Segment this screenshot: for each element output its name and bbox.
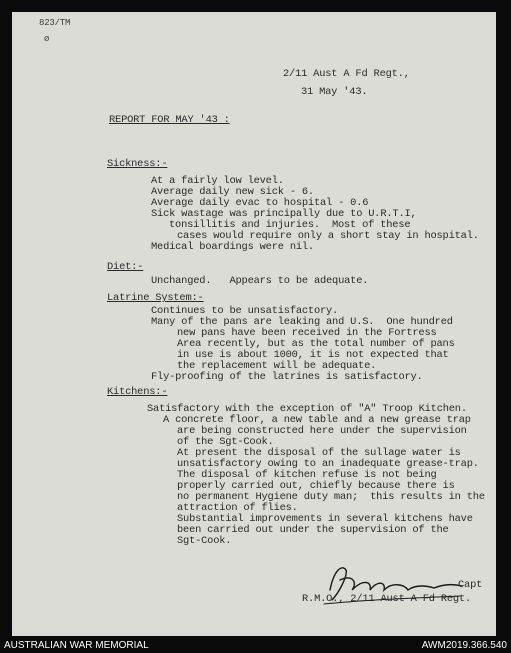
signature-rank: Capt [458, 579, 483, 591]
kitchens-line: Satisfactory with the exception of "A" Troop Kitchen. [147, 403, 467, 415]
kitchens-line: The disposal of kitchen refuse is not being [177, 469, 437, 481]
diet-heading: Diet:- [107, 261, 144, 273]
latrine-heading: Latrine System:- [107, 292, 204, 304]
sickness-line: Sick wastage was principally due to U.R.T.I, [151, 208, 417, 220]
kitchens-line: been carried out under the supervision of the [177, 524, 449, 536]
sickness-line: Average daily new sick - 6. [151, 186, 314, 198]
sickness-line: Average daily evac to hospital - 0.6 [151, 197, 369, 209]
kitchens-heading: Kitchens:- [107, 386, 168, 398]
kitchens-line: A concrete floor, a new table and a new grease trap [163, 414, 471, 426]
reference-number: 823/TM [39, 18, 71, 28]
archive-reference: AWM2019.366.540 [421, 640, 507, 651]
kitchens-line: are being constructed here under the supervision [177, 425, 467, 437]
sickness-heading: Sickness:- [107, 158, 168, 170]
latrine-line: Many of the pans are leaking and U.S. One hundred [151, 316, 453, 328]
date-line: 31 May '43. [301, 86, 368, 98]
kitchens-line: At present the disposal of the sullage water is [177, 447, 461, 459]
kitchens-line: Sgt-Cook. [177, 535, 232, 547]
archive-footer [0, 636, 511, 653]
sickness-line: Medical boardings were nil. [151, 241, 314, 253]
latrine-line: new pans have been received in the Fortress [177, 327, 437, 339]
kitchens-line: unsatisfactory owing to an inadequate grease-trap. [177, 458, 479, 470]
sickness-line: At a fairly low level. [151, 175, 284, 187]
kitchens-line: Substantial improvements in several kitchens have [177, 513, 473, 525]
latrine-line: Area recently, but as the total number of pans [177, 338, 455, 350]
latrine-line: in use is about 1000, it is not expected that [177, 349, 449, 361]
latrine-line: Continues to be unsatisfactory. [151, 305, 339, 317]
kitchens-line: no permanent Hygiene duty man; this results in the [177, 491, 485, 503]
archive-name: AUSTRALIAN WAR MEMORIAL [4, 640, 149, 651]
kitchens-line: properly carried out, chiefly because there is [177, 480, 455, 492]
sickness-line: tonsillitis and injuries. Most of these [169, 219, 411, 231]
corner-mark: ø [44, 34, 50, 44]
document-page [12, 12, 496, 636]
kitchens-line: attraction of flies. [177, 502, 298, 514]
diet-line: Unchanged. Appears to be adequate. [151, 275, 369, 287]
report-title: REPORT FOR MAY '43 : [109, 114, 230, 126]
sickness-line: cases would require only a short stay in hospital. [177, 230, 479, 242]
kitchens-line: of the Sgt-Cook. [177, 436, 274, 448]
signature-role-line: R.M.O., 2/11 Aust A Fd Regt. [302, 593, 471, 605]
latrine-line: Fly-proofing of the latrines is satisfactory. [151, 371, 423, 383]
latrine-line: the replacement will be adequate. [177, 360, 377, 372]
unit-line: 2/11 Aust A Fd Regt., [283, 68, 410, 80]
